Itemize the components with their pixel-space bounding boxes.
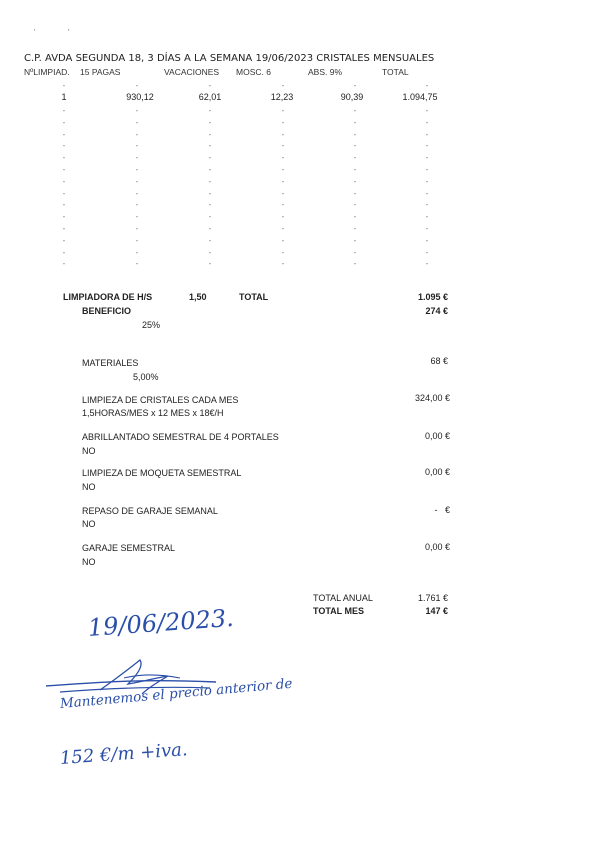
col-header: NºLIMPIAD. <box>24 67 70 77</box>
item-label: LIMPIEZA DE MOQUETA SEMESTRAL <box>82 468 242 478</box>
table-cell: - <box>135 188 139 198</box>
table-cell: - <box>135 153 139 163</box>
item-value: 324,00 € <box>414 393 450 403</box>
table-cell: - <box>208 188 212 198</box>
table-cell: - <box>62 176 66 186</box>
item-label: ABRILLANTADO SEMESTRAL DE 4 PORTALES <box>82 432 279 442</box>
table-cell: - <box>281 129 285 139</box>
table-cell: - <box>353 141 357 151</box>
table-cell: - <box>281 81 285 90</box>
table-cell: - <box>62 106 66 115</box>
item-label: MATERIALES <box>82 358 139 368</box>
total-value: 1.095 € <box>417 292 448 302</box>
table-cell: - <box>425 212 429 222</box>
table-cell: 90,39 <box>340 92 364 102</box>
table-cell: - <box>281 259 285 269</box>
table-cell: - <box>208 259 212 269</box>
handwritten-date: 19/06/2023. <box>87 603 235 642</box>
table-cell: - <box>208 117 212 127</box>
table-cell: - <box>353 259 357 269</box>
table-cell: - <box>135 200 139 210</box>
table-cell: - <box>208 106 212 115</box>
table-cell: - <box>62 235 66 245</box>
table-cell: - <box>281 212 285 222</box>
table-cell: - <box>62 129 66 139</box>
table-cell: - <box>208 212 212 222</box>
table-cell: - <box>135 176 139 186</box>
table-cell: - <box>353 247 357 257</box>
table-cell: - <box>425 129 429 139</box>
table-cell: 930,12 <box>126 92 154 102</box>
col-header: VACACIONES <box>164 67 220 77</box>
table-cell: - <box>425 141 429 151</box>
table-cell: - <box>281 106 285 115</box>
scan-mark: ' <box>68 28 70 37</box>
item-label: LIMPIEZA DE CRISTALES CADA MES <box>82 395 239 405</box>
document-title: C.P. AVDA SEGUNDA 18, 3 DÍAS A LA SEMANA 19/06/2023 CRISTALES MENSUALES <box>24 53 435 64</box>
table-cell: - <box>62 212 66 222</box>
beneficio-label: BENEFICIO <box>82 306 132 316</box>
table-cell: - <box>425 224 429 233</box>
table-cell: - <box>281 200 285 210</box>
table-cell: - <box>425 117 429 127</box>
table-cell: - <box>135 81 139 90</box>
item-value: - € <box>434 505 450 515</box>
handwritten-note-line2: 152 €/m +iva. <box>59 739 189 769</box>
table-cell: - <box>208 224 212 233</box>
table-cell: - <box>281 247 285 257</box>
table-cell: - <box>135 106 139 115</box>
table-cell: - <box>425 165 429 174</box>
table-cell: - <box>135 259 139 269</box>
data-table <box>0 0 595 300</box>
table-cell: - <box>425 188 429 198</box>
table-cell: - <box>208 247 212 257</box>
table-cell: - <box>281 153 285 163</box>
item-label: REPASO DE GARAJE SEMANAL <box>82 506 218 516</box>
table-cell: - <box>281 176 285 186</box>
table-cell: - <box>425 106 429 115</box>
total-mes-label: TOTAL MES <box>313 606 365 616</box>
table-cell: - <box>353 106 357 115</box>
table-cell: - <box>62 224 66 233</box>
handwritten-note-line1: Mantenemos el precio anterior de <box>59 675 294 712</box>
item-value: 0,00 € <box>424 431 450 441</box>
table-cell: - <box>208 153 212 163</box>
table-cell: - <box>281 188 285 198</box>
table-cell: - <box>353 81 357 90</box>
table-cell: - <box>281 117 285 127</box>
table-cell: - <box>62 165 66 174</box>
table-cell: - <box>425 200 429 210</box>
beneficio-percent: 25% <box>142 320 161 330</box>
item-value: 0,00 € <box>424 542 450 552</box>
table-cell: - <box>62 259 66 269</box>
table-cell: 1.094,75 <box>402 92 438 102</box>
table-cell: - <box>425 81 429 90</box>
table-cell: - <box>281 141 285 151</box>
table-cell: - <box>281 165 285 174</box>
item-sub: NO <box>82 482 96 492</box>
item-label: GARAJE SEMESTRAL <box>82 543 176 553</box>
item-sub: 1,5HORAS/MES x 12 MES x 18€/H <box>82 408 224 418</box>
table-cell: - <box>135 224 139 233</box>
table-cell: - <box>208 165 212 174</box>
total-anual-value: 1.761 € <box>417 593 448 603</box>
table-cell: - <box>353 165 357 174</box>
table-cell: - <box>425 176 429 186</box>
col-header: TOTAL <box>382 67 409 77</box>
item-sub: 5,00% <box>133 372 159 382</box>
hours-value: 1,50 <box>189 292 207 302</box>
table-cell: 1 <box>61 92 67 102</box>
table-cell: - <box>208 81 212 90</box>
total-label: TOTAL <box>239 292 269 302</box>
col-header: MOSC. 6 <box>236 67 271 77</box>
table-cell: - <box>62 81 66 90</box>
total-mes-value: 147 € <box>425 606 448 616</box>
table-cell: - <box>353 117 357 127</box>
table-cell: - <box>135 247 139 257</box>
table-cell: - <box>208 235 212 245</box>
beneficio-value: 274 € <box>425 306 448 316</box>
table-cell: - <box>208 200 212 210</box>
table-cell: - <box>135 212 139 222</box>
table-cell: - <box>62 188 66 198</box>
item-value: 0,00 € <box>424 467 450 477</box>
table-cell: - <box>353 176 357 186</box>
col-header: 15 PAGAS <box>80 67 121 77</box>
table-cell: 62,01 <box>198 92 222 102</box>
table-cell: - <box>425 247 429 257</box>
table-cell: - <box>62 141 66 151</box>
item-value: 68 € <box>430 356 448 366</box>
table-cell: - <box>135 141 139 151</box>
item-sub: NO <box>82 446 96 456</box>
table-cell: - <box>353 200 357 210</box>
table-cell: - <box>425 259 429 269</box>
table-cell: - <box>135 235 139 245</box>
table-cell: - <box>353 129 357 139</box>
table-cell: 12,23 <box>270 92 294 102</box>
table-cell: - <box>135 165 139 174</box>
table-cell: - <box>353 153 357 163</box>
total-anual-label: TOTAL ANUAL <box>313 593 373 603</box>
item-sub: NO <box>82 519 96 529</box>
table-cell: - <box>353 188 357 198</box>
scan-mark: ' <box>34 28 36 37</box>
table-cell: - <box>135 117 139 127</box>
table-cell: - <box>62 247 66 257</box>
table-cell: - <box>62 117 66 127</box>
table-cell: - <box>425 235 429 245</box>
table-cell: - <box>135 129 139 139</box>
table-cell: - <box>208 129 212 139</box>
table-cell: - <box>353 212 357 222</box>
table-cell: - <box>353 224 357 233</box>
table-cell: - <box>62 153 66 163</box>
table-cell: - <box>208 176 212 186</box>
table-cell: - <box>425 153 429 163</box>
summary-label: LIMPIADORA DE H/S <box>63 292 153 302</box>
table-cell: - <box>62 200 66 210</box>
table-cell: - <box>353 235 357 245</box>
table-cell: - <box>281 235 285 245</box>
col-header: ABS. 9% <box>308 67 343 77</box>
item-sub: NO <box>82 557 96 567</box>
table-cell: - <box>208 141 212 151</box>
table-cell: - <box>281 224 285 233</box>
